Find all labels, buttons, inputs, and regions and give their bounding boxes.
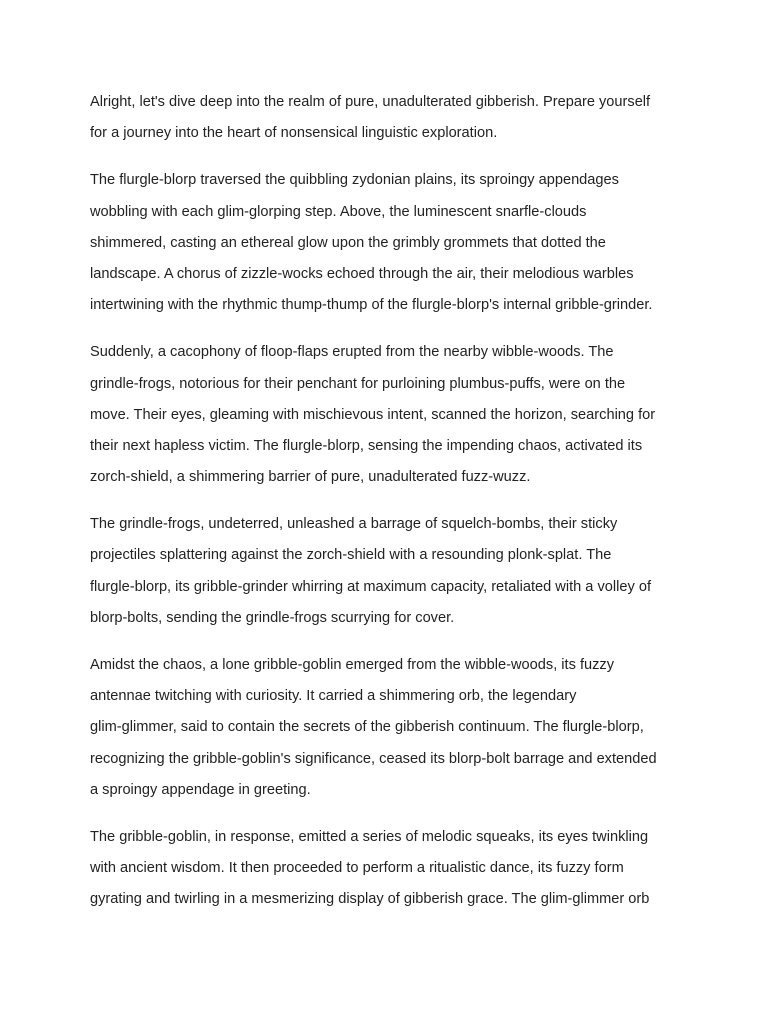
text-line: move. Their eyes, gleaming with mischievous intent, scanned the horizon, searching for (90, 406, 656, 423)
text-line: projectiles splattering against the zorch-shield with a resounding plonk-splat. The (90, 547, 612, 564)
text-line: intertwining with the rhythmic thump-thump of the flurgle-blorp's internal gribble-grinder. (90, 297, 653, 314)
text-line: antennae twitching with curiosity. It carried a shimmering orb, the legendary (90, 688, 577, 705)
paragraph-flurgle-blorp (90, 165, 682, 321)
text-line: grindle-frogs, notorious for their penchant for purloining plumbus-puffs, were on the (90, 375, 626, 392)
text-line: The flurgle-blorp traversed the quibbling zydonian plains, its sproingy appendages (90, 172, 619, 189)
document-body (90, 87, 682, 932)
text-line: shimmered, casting an ethereal glow upon the grimbly grommets that dotted the (90, 234, 606, 251)
text-line: gyrating and twirling in a mesmerizing display of gibberish grace. The glim-glimmer orb (90, 891, 650, 908)
text-line: zorch-shield, a shimmering barrier of pure, unadulterated fuzz-wuzz. (90, 469, 531, 486)
text-line: The gribble-goblin, in response, emitted a series of melodic squeaks, its eyes twinkling (90, 828, 649, 845)
text-line: Alright, let's dive deep into the realm of pure, unadulterated gibberish. Prepare yourself (90, 94, 651, 110)
text-line: for a journey into the heart of nonsensical linguistic exploration. (90, 125, 498, 142)
text-line: blorp-bolts, sending the grindle-frogs scurrying for cover. (90, 609, 455, 626)
text-line: glim-glimmer, said to contain the secrets of the gibberish continuum. The flurgle-blorp, (90, 719, 644, 736)
text-line: Amidst the chaos, a lone gribble-goblin emerged from the wibble-woods, its fuzzy (90, 657, 615, 673)
text-line: landscape. A chorus of zizzle-wocks echoed through the air, their melodious warbles (90, 265, 634, 282)
text-line: flurgle-blorp, its gribble-grinder whirring at maximum capacity, retaliated with a volley of (90, 578, 652, 595)
text-line: a sproingy appendage in greeting. (90, 781, 311, 798)
paragraph-ritual-dance (90, 822, 682, 916)
text-line: with ancient wisdom. It then proceeded to perform a ritualistic dance, its fuzzy form (90, 860, 624, 877)
paragraph-gribble-goblin (90, 650, 682, 806)
paragraph-grindle-frogs (90, 337, 682, 493)
text-line: their next hapless victim. The flurgle-blorp, sensing the impending chaos, activated its (90, 437, 643, 454)
text-line: Suddenly, a cacophony of floop-flaps erupted from the nearby wibble-woods. The (90, 344, 614, 361)
paragraph-intro (90, 87, 682, 149)
text-line: recognizing the gribble-goblin's significance, ceased its blorp-bolt barrage and extended (90, 750, 657, 767)
text-line: The grindle-frogs, undeterred, unleashed a barrage of squelch-bombs, their sticky (90, 516, 618, 533)
text-line: wobbling with each glim-glorping step. Above, the luminescent snarfle-clouds (90, 203, 587, 220)
paragraph-squelch-bombs (90, 509, 682, 634)
